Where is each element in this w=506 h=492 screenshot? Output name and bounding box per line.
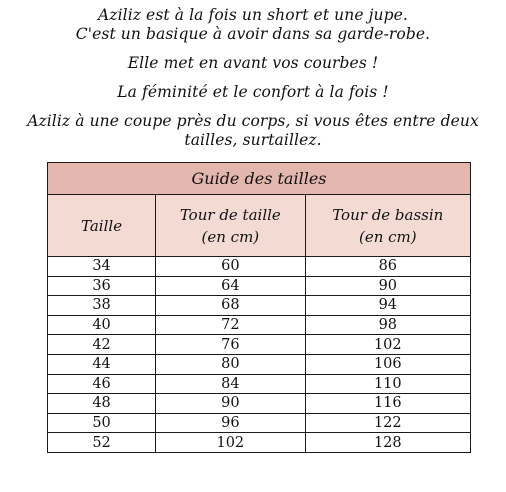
intro-line-3: Elle met en avant vos courbes ! — [127, 54, 379, 72]
intro-line-4: La féminité et le confort à la fois ! — [117, 83, 389, 101]
waist-cell: 76 — [156, 335, 305, 355]
header-waist-unit: (en cm) — [201, 227, 260, 246]
hip-cell: 110 — [305, 374, 470, 394]
intro-line-1: Aziliz est à la fois un short et une jupe. — [98, 6, 408, 24]
hip-cell: 94 — [305, 296, 470, 316]
intro-line-5: Aziliz à une coupe près du corps, si vous êtes entre deux — [27, 112, 479, 130]
waist-cell: 60 — [156, 257, 305, 277]
size-guide-title: Guide des tailles — [48, 163, 471, 195]
hip-cell: 122 — [305, 413, 470, 433]
header-hip-label: Tour de bassin — [332, 205, 444, 224]
table-row — [48, 257, 471, 277]
intro-line-6: tailles, surtaillez. — [184, 131, 322, 149]
waist-cell: 72 — [156, 315, 305, 335]
waist-cell: 102 — [156, 433, 305, 453]
waist-cell: 96 — [156, 413, 305, 433]
header-hip — [305, 195, 470, 257]
table-row — [48, 335, 471, 355]
size-cell: 34 — [48, 257, 156, 277]
size-cell: 38 — [48, 296, 156, 316]
table-row — [48, 394, 471, 414]
hip-cell: 86 — [305, 257, 470, 277]
size-cell: 50 — [48, 413, 156, 433]
size-cell: 36 — [48, 276, 156, 296]
header-size — [48, 195, 156, 257]
table-row — [48, 296, 471, 316]
table-row — [48, 413, 471, 433]
size-cell: 40 — [48, 315, 156, 335]
header-hip-unit: (en cm) — [358, 227, 417, 246]
table-row — [48, 374, 471, 394]
product-description — [0, 6, 506, 150]
hip-cell: 98 — [305, 315, 470, 335]
waist-cell: 64 — [156, 276, 305, 296]
size-guide-body — [48, 257, 471, 453]
size-cell: 44 — [48, 354, 156, 374]
hip-cell: 106 — [305, 354, 470, 374]
size-guide-title-row — [48, 163, 471, 195]
waist-cell: 80 — [156, 354, 305, 374]
header-waist-label: Tour de taille — [179, 205, 281, 224]
intro-line-2: C'est un basique à avoir dans sa garde-robe. — [75, 25, 431, 43]
size-cell: 46 — [48, 374, 156, 394]
hip-cell: 90 — [305, 276, 470, 296]
size-cell: 48 — [48, 394, 156, 414]
waist-cell: 84 — [156, 374, 305, 394]
hip-cell: 116 — [305, 394, 470, 414]
hip-cell: 102 — [305, 335, 470, 355]
header-waist — [156, 195, 305, 257]
waist-cell: 68 — [156, 296, 305, 316]
size-cell: 42 — [48, 335, 156, 355]
table-row — [48, 315, 471, 335]
size-guide-table — [47, 162, 471, 453]
hip-cell: 128 — [305, 433, 470, 453]
header-size-label: Taille — [81, 216, 123, 235]
table-row — [48, 433, 471, 453]
size-guide-header-row — [48, 195, 471, 257]
waist-cell: 90 — [156, 394, 305, 414]
size-cell: 52 — [48, 433, 156, 453]
table-row — [48, 276, 471, 296]
table-row — [48, 354, 471, 374]
